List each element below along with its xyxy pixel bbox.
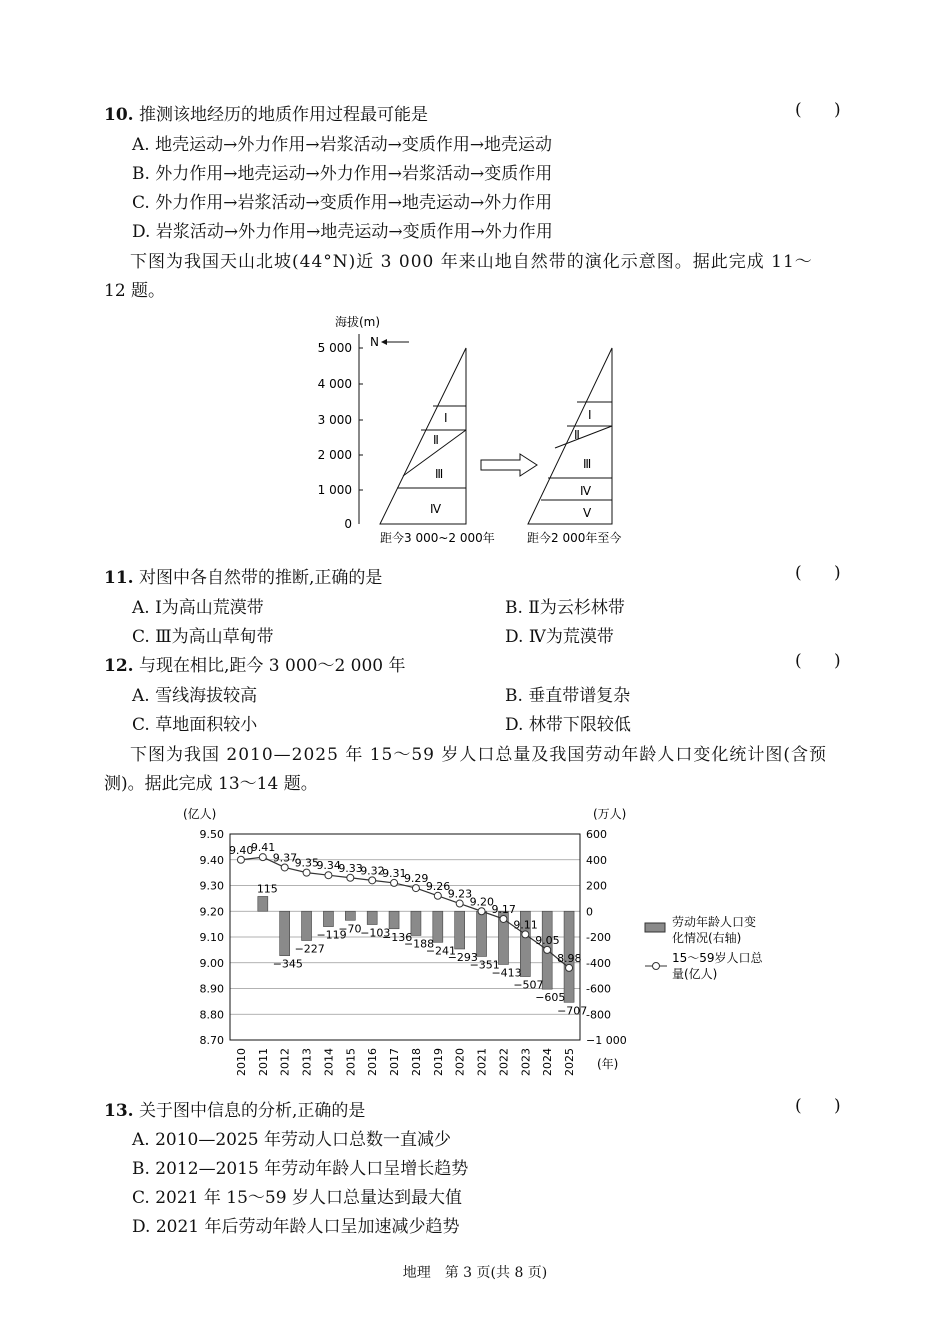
bar-value-label: −119 (316, 928, 347, 942)
line-value-label: 9.41 (250, 841, 276, 855)
right-zone-2: Ⅱ (574, 428, 580, 442)
left-zone-1: Ⅰ (444, 411, 448, 425)
line-value-label: 9.32 (360, 864, 385, 878)
line-point (347, 874, 354, 881)
north-arrowhead-icon (381, 339, 387, 345)
q12-option-a: A. 雪线海拔较高 (132, 686, 258, 706)
bar-value-label: −188 (403, 937, 435, 951)
line-point (522, 931, 529, 938)
left-zone-2: Ⅱ (433, 433, 439, 447)
right-zone-4: Ⅳ (580, 484, 592, 498)
x-tick-label: 2020 (453, 1048, 467, 1076)
bar (280, 911, 290, 955)
left-tick-label: 9.20 (199, 905, 224, 919)
line-value-label: 9.34 (316, 859, 341, 873)
line-point (412, 885, 419, 892)
q11-option-d: D. Ⅳ为荒漠带 (505, 627, 614, 647)
q11-option-b: B. Ⅱ为云杉林带 (505, 598, 625, 618)
bar-value-label: −70 (338, 922, 362, 936)
ytick-2000: 2 000 (317, 448, 352, 462)
bar-value-label: −103 (360, 926, 391, 940)
x-tick-label: 2024 (541, 1048, 555, 1076)
legend-line-line2: 量(亿人) (672, 967, 718, 981)
q10-option-d: D. 岩浆活动→外力作用→地壳运动→变质作用→外力作用 (132, 222, 553, 242)
bar (345, 911, 355, 920)
right-caption: 距今2 000年至今 (527, 531, 622, 545)
line-point (281, 864, 288, 871)
line-point (456, 900, 463, 907)
legend-line-line1: 15～59岁人口总 (672, 951, 763, 965)
right-tick-label: −1 000 (586, 1034, 627, 1047)
q10-option-c: C. 外力作用→岩浆活动→变质作用→地壳运动→外力作用 (132, 193, 553, 213)
left-caption: 距今3 000~2 000年 (380, 531, 495, 545)
left-zone-3: Ⅲ (435, 467, 444, 481)
line-value-label: 9.29 (403, 872, 429, 886)
intro-text-1b: 12 题。 (104, 281, 166, 301)
right-zone-5: Ⅴ (583, 506, 592, 520)
q13-option-c: C. 2021 年 15～59 岁人口总量达到最大值 (132, 1188, 462, 1208)
line-value-label: 9.26 (425, 879, 451, 893)
line-value-label: 9.40 (228, 843, 254, 857)
line-point (369, 877, 376, 884)
ytick-0: 0 (344, 517, 352, 531)
left-tick-label: 9.00 (199, 956, 224, 970)
north-label: N (370, 335, 379, 349)
left-tick-label: 9.30 (199, 879, 224, 893)
left-zone-4: Ⅳ (430, 502, 442, 516)
line-value-label: 9.35 (294, 856, 320, 870)
line-point (544, 946, 551, 953)
question-13-stem: 13. 关于图中信息的分析,正确的是 (104, 1101, 366, 1121)
bar-value-label: −413 (491, 966, 522, 980)
x-tick-label: 2018 (409, 1048, 423, 1076)
elevation-axis-label: 海拔(m) (335, 315, 381, 329)
q13-option-b: B. 2012—2015 年劳动年龄人口呈增长趋势 (132, 1159, 469, 1179)
line-point (500, 915, 507, 922)
x-tick-label: 2021 (475, 1048, 489, 1076)
answer-blank-13[interactable]: ( ) (795, 1096, 841, 1116)
answer-blank-11[interactable]: ( ) (795, 563, 841, 583)
answer-blank-10[interactable]: ( ) (795, 100, 841, 120)
q12-option-b: B. 垂直带谱复杂 (505, 686, 631, 706)
line-point (391, 879, 398, 886)
question-10-stem: 10. 推测该地经历的地质作用过程最可能是 (104, 105, 428, 125)
x-tick-label: 2011 (256, 1048, 270, 1076)
bar (302, 911, 312, 940)
ytick-5000: 5 000 (317, 341, 352, 355)
x-tick-label: 2025 (563, 1048, 577, 1076)
bar-value-label: −351 (469, 958, 500, 972)
right-mountain-profile (528, 348, 612, 524)
bar-value-label: −227 (294, 942, 325, 956)
right-tick-label: -400 (586, 956, 611, 970)
right-tick-label: 0 (586, 905, 593, 919)
right-tick-label: -600 (586, 982, 611, 996)
line-point (325, 872, 332, 879)
line-point (566, 964, 573, 971)
bar (389, 911, 399, 929)
question-12-stem: 12. 与现在相比,距今 3 000～2 000 年 (104, 656, 406, 676)
legend-line-marker (653, 963, 660, 970)
line-value-label: 9.37 (272, 851, 298, 865)
bar-value-label: −507 (513, 978, 544, 992)
left-tick-label: 9.50 (199, 828, 224, 841)
x-tick-label: 2023 (519, 1048, 533, 1076)
x-tick-label: 2016 (366, 1048, 380, 1076)
line-point (478, 908, 485, 915)
left-tick-label: 9.10 (199, 931, 224, 944)
q13-option-d: D. 2021 年后劳动年龄人口呈加速减少趋势 (132, 1217, 460, 1237)
bar-value-label: −241 (425, 944, 457, 958)
legend-bar-line2: 化情况(右轴) (672, 931, 742, 945)
q10-option-b: B. 外力作用→地壳运动→外力作用→岩浆活动→变质作用 (132, 164, 553, 184)
line-value-label: 9.20 (469, 895, 495, 909)
q13-option-a: A. 2010—2025 年劳动人口总数一直减少 (132, 1130, 452, 1150)
line-point (434, 892, 441, 899)
intro-text-2a: 下图为我国 2010—2025 年 15～59 岁人口总量及我国劳动年龄人口变化统计图(含预 (130, 745, 828, 765)
right-zone-3: Ⅲ (583, 457, 592, 471)
ytick-4000: 4 000 (317, 377, 352, 391)
bar-value-label: 115 (256, 882, 278, 896)
line-value-label: 9.31 (382, 866, 407, 880)
q11-option-a: A. Ⅰ为高山荒漠带 (132, 598, 264, 618)
bar (367, 911, 377, 924)
ytick-3000: 3 000 (317, 413, 352, 427)
left-tick-label: 8.80 (199, 1008, 224, 1022)
right-tick-label: 200 (586, 879, 607, 893)
right-tick-label: -200 (586, 931, 611, 944)
bar (411, 911, 421, 935)
bar (477, 911, 487, 956)
line-value-label: 9.33 (338, 861, 363, 875)
population-chart (175, 800, 785, 1090)
x-tick-label: 2017 (388, 1048, 402, 1076)
bar (323, 911, 333, 926)
line-value-label: 9.17 (491, 902, 516, 916)
left-axis-unit: (亿人) (183, 807, 217, 821)
question-11-stem: 11. 对图中各自然带的推断,正确的是 (104, 568, 383, 588)
x-tick-label: 2022 (497, 1048, 511, 1076)
x-tick-label: 2015 (344, 1048, 358, 1076)
x-tick-label: 2014 (322, 1048, 336, 1076)
transition-arrow-icon (481, 454, 537, 476)
line-point (259, 854, 266, 861)
q10-option-a: A. 地壳运动→外力作用→岩浆活动→变质作用→地壳运动 (132, 135, 553, 155)
legend-bar-line1: 劳动年龄人口变 (672, 915, 757, 929)
ytick-1000: 1 000 (317, 483, 352, 497)
q12-option-c: C. 草地面积较小 (132, 715, 258, 735)
right-tick-label: 400 (586, 853, 607, 867)
line-point (303, 869, 310, 876)
line-value-label: 9.23 (447, 887, 473, 901)
bar (455, 911, 465, 949)
bar-value-label: −136 (382, 930, 413, 944)
left-tick-label: 8.90 (199, 982, 224, 996)
bar (258, 896, 268, 911)
x-tick-label: 2019 (431, 1048, 445, 1076)
bar-value-label: −293 (447, 950, 478, 964)
right-zone-1: Ⅰ (588, 408, 592, 422)
bar-value-label: −345 (272, 957, 303, 971)
q11-option-c: C. Ⅲ为高山草甸带 (132, 627, 274, 647)
line-value-label: 9.11 (513, 918, 538, 932)
intro-text-2b: 测)。据此完成 13～14 题。 (104, 774, 318, 794)
x-tick-label: 2010 (234, 1048, 248, 1076)
answer-blank-12[interactable]: ( ) (795, 651, 841, 671)
left-mountain-profile (380, 348, 466, 524)
line-value-label: 9.05 (535, 933, 560, 947)
bar (433, 911, 443, 942)
x-tick-label: 2013 (300, 1048, 314, 1076)
bar-value-label: −707 (557, 1004, 588, 1018)
bar-value-label: −605 (535, 991, 566, 1005)
line-value-label: 8.98 (557, 951, 582, 965)
page-footer: 地理 第 3 页(共 8 页) (402, 1265, 548, 1281)
mountain-zone-figure (315, 308, 655, 553)
x-tick-label: 2012 (278, 1048, 292, 1076)
right-tick-label: 600 (586, 828, 607, 841)
right-tick-label: -800 (586, 1008, 611, 1022)
q12-option-d: D. 林带下限较低 (505, 715, 631, 735)
left-tick-label: 9.40 (199, 853, 224, 867)
line-point (237, 856, 244, 863)
intro-text-1a: 下图为我国天山北坡(44°N)近 3 000 年来山地自然带的演化示意图。据此完成 11～ (130, 252, 813, 272)
legend-bar-swatch (645, 923, 665, 932)
right-axis-unit: (万人) (593, 807, 627, 821)
x-axis-unit: (年) (597, 1057, 619, 1071)
left-tick-label: 8.70 (199, 1034, 224, 1047)
